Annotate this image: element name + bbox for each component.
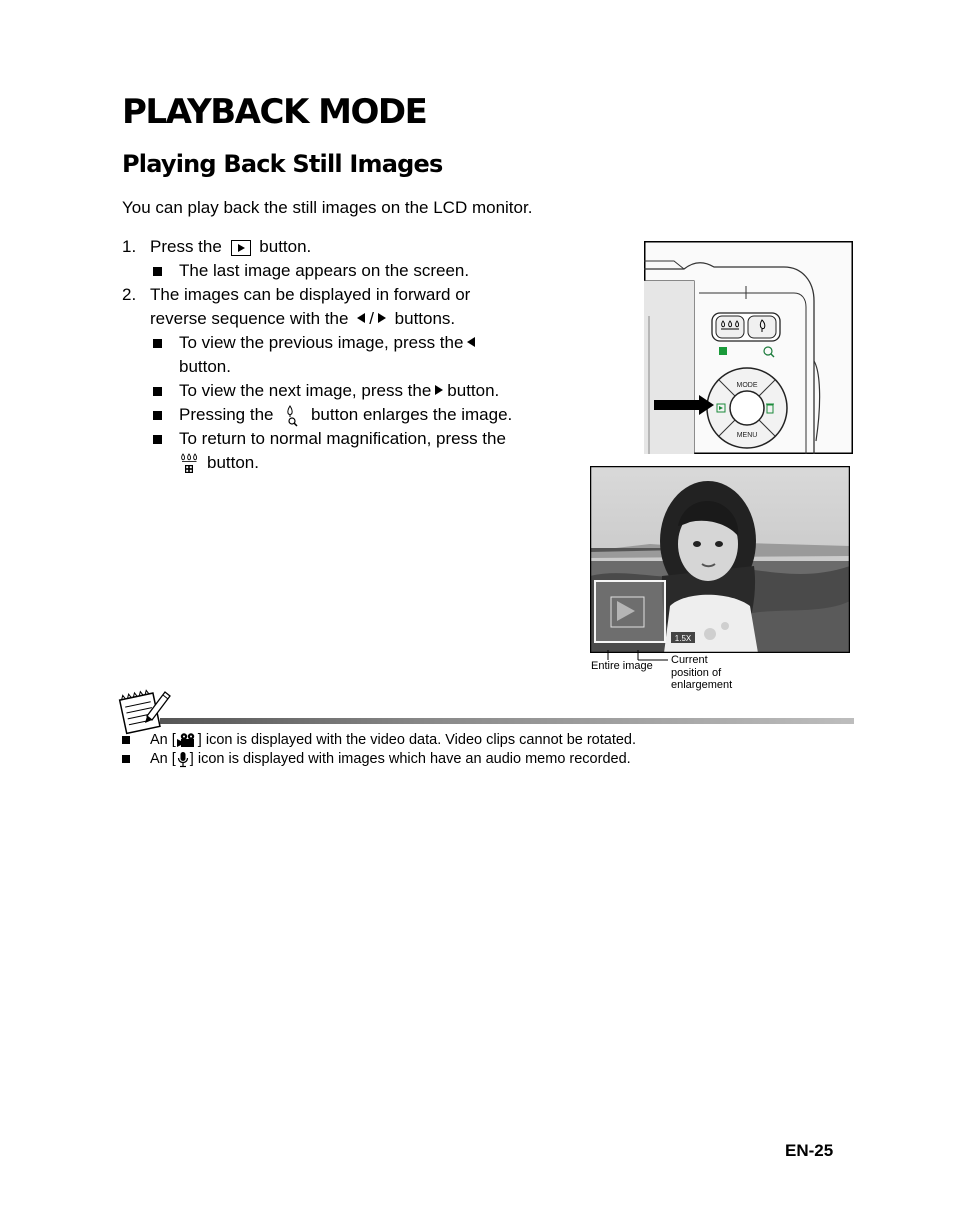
- step-text: button.: [259, 237, 312, 256]
- caption-current-position: Current position of enlargement: [671, 654, 733, 691]
- note-divider: [160, 718, 854, 724]
- step-text-line: reverse sequence with the / buttons.: [150, 309, 456, 328]
- left-arrow-icon: [357, 313, 365, 323]
- bullet-icon: [153, 411, 162, 420]
- thumbnail-green-icon: [719, 347, 727, 355]
- right-arrow-icon: [435, 385, 443, 395]
- video-camera-icon: [176, 732, 198, 749]
- bullet-icon: [153, 339, 162, 348]
- camera-back-illustration: [644, 241, 853, 454]
- bullet-icon: [153, 267, 162, 276]
- note-pencil-icon: [117, 686, 173, 736]
- menu-label: MENU: [736, 432, 758, 439]
- section-title: Playing Back Still Images: [122, 150, 443, 178]
- zoomed-photo: [590, 466, 850, 653]
- step-text: The images can be displayed in forward or: [150, 285, 471, 304]
- bullet-icon: [122, 736, 130, 744]
- step-text: Press the: [150, 237, 222, 256]
- right-arrow-icon: [378, 313, 386, 323]
- caption-entire-image: Entire image: [591, 660, 653, 672]
- step-number: 1.: [122, 237, 137, 256]
- bullet-icon: [153, 435, 162, 444]
- svg-text:1.5X: 1.5X: [674, 634, 692, 643]
- play-button-icon: [231, 240, 251, 256]
- mode-label: MODE: [736, 382, 758, 389]
- bullet-icon: [153, 387, 162, 396]
- zoom-in-icon: [284, 404, 300, 428]
- thumbnail-zoom-out-icon: [179, 452, 201, 476]
- page-title: PLAYBACK MODE: [122, 92, 427, 132]
- list-item-continuation: button.: [179, 451, 259, 476]
- list-item-continuation: button.: [179, 357, 231, 376]
- bullet-icon: [122, 755, 130, 763]
- step-number: 2.: [122, 285, 137, 304]
- intro-text: You can play back the still images on the LCD monitor.: [122, 198, 533, 217]
- microphone-icon: [176, 751, 190, 768]
- left-arrow-icon: [467, 337, 475, 347]
- playback-screen: [590, 466, 850, 653]
- page-number: EN-25: [785, 1141, 834, 1160]
